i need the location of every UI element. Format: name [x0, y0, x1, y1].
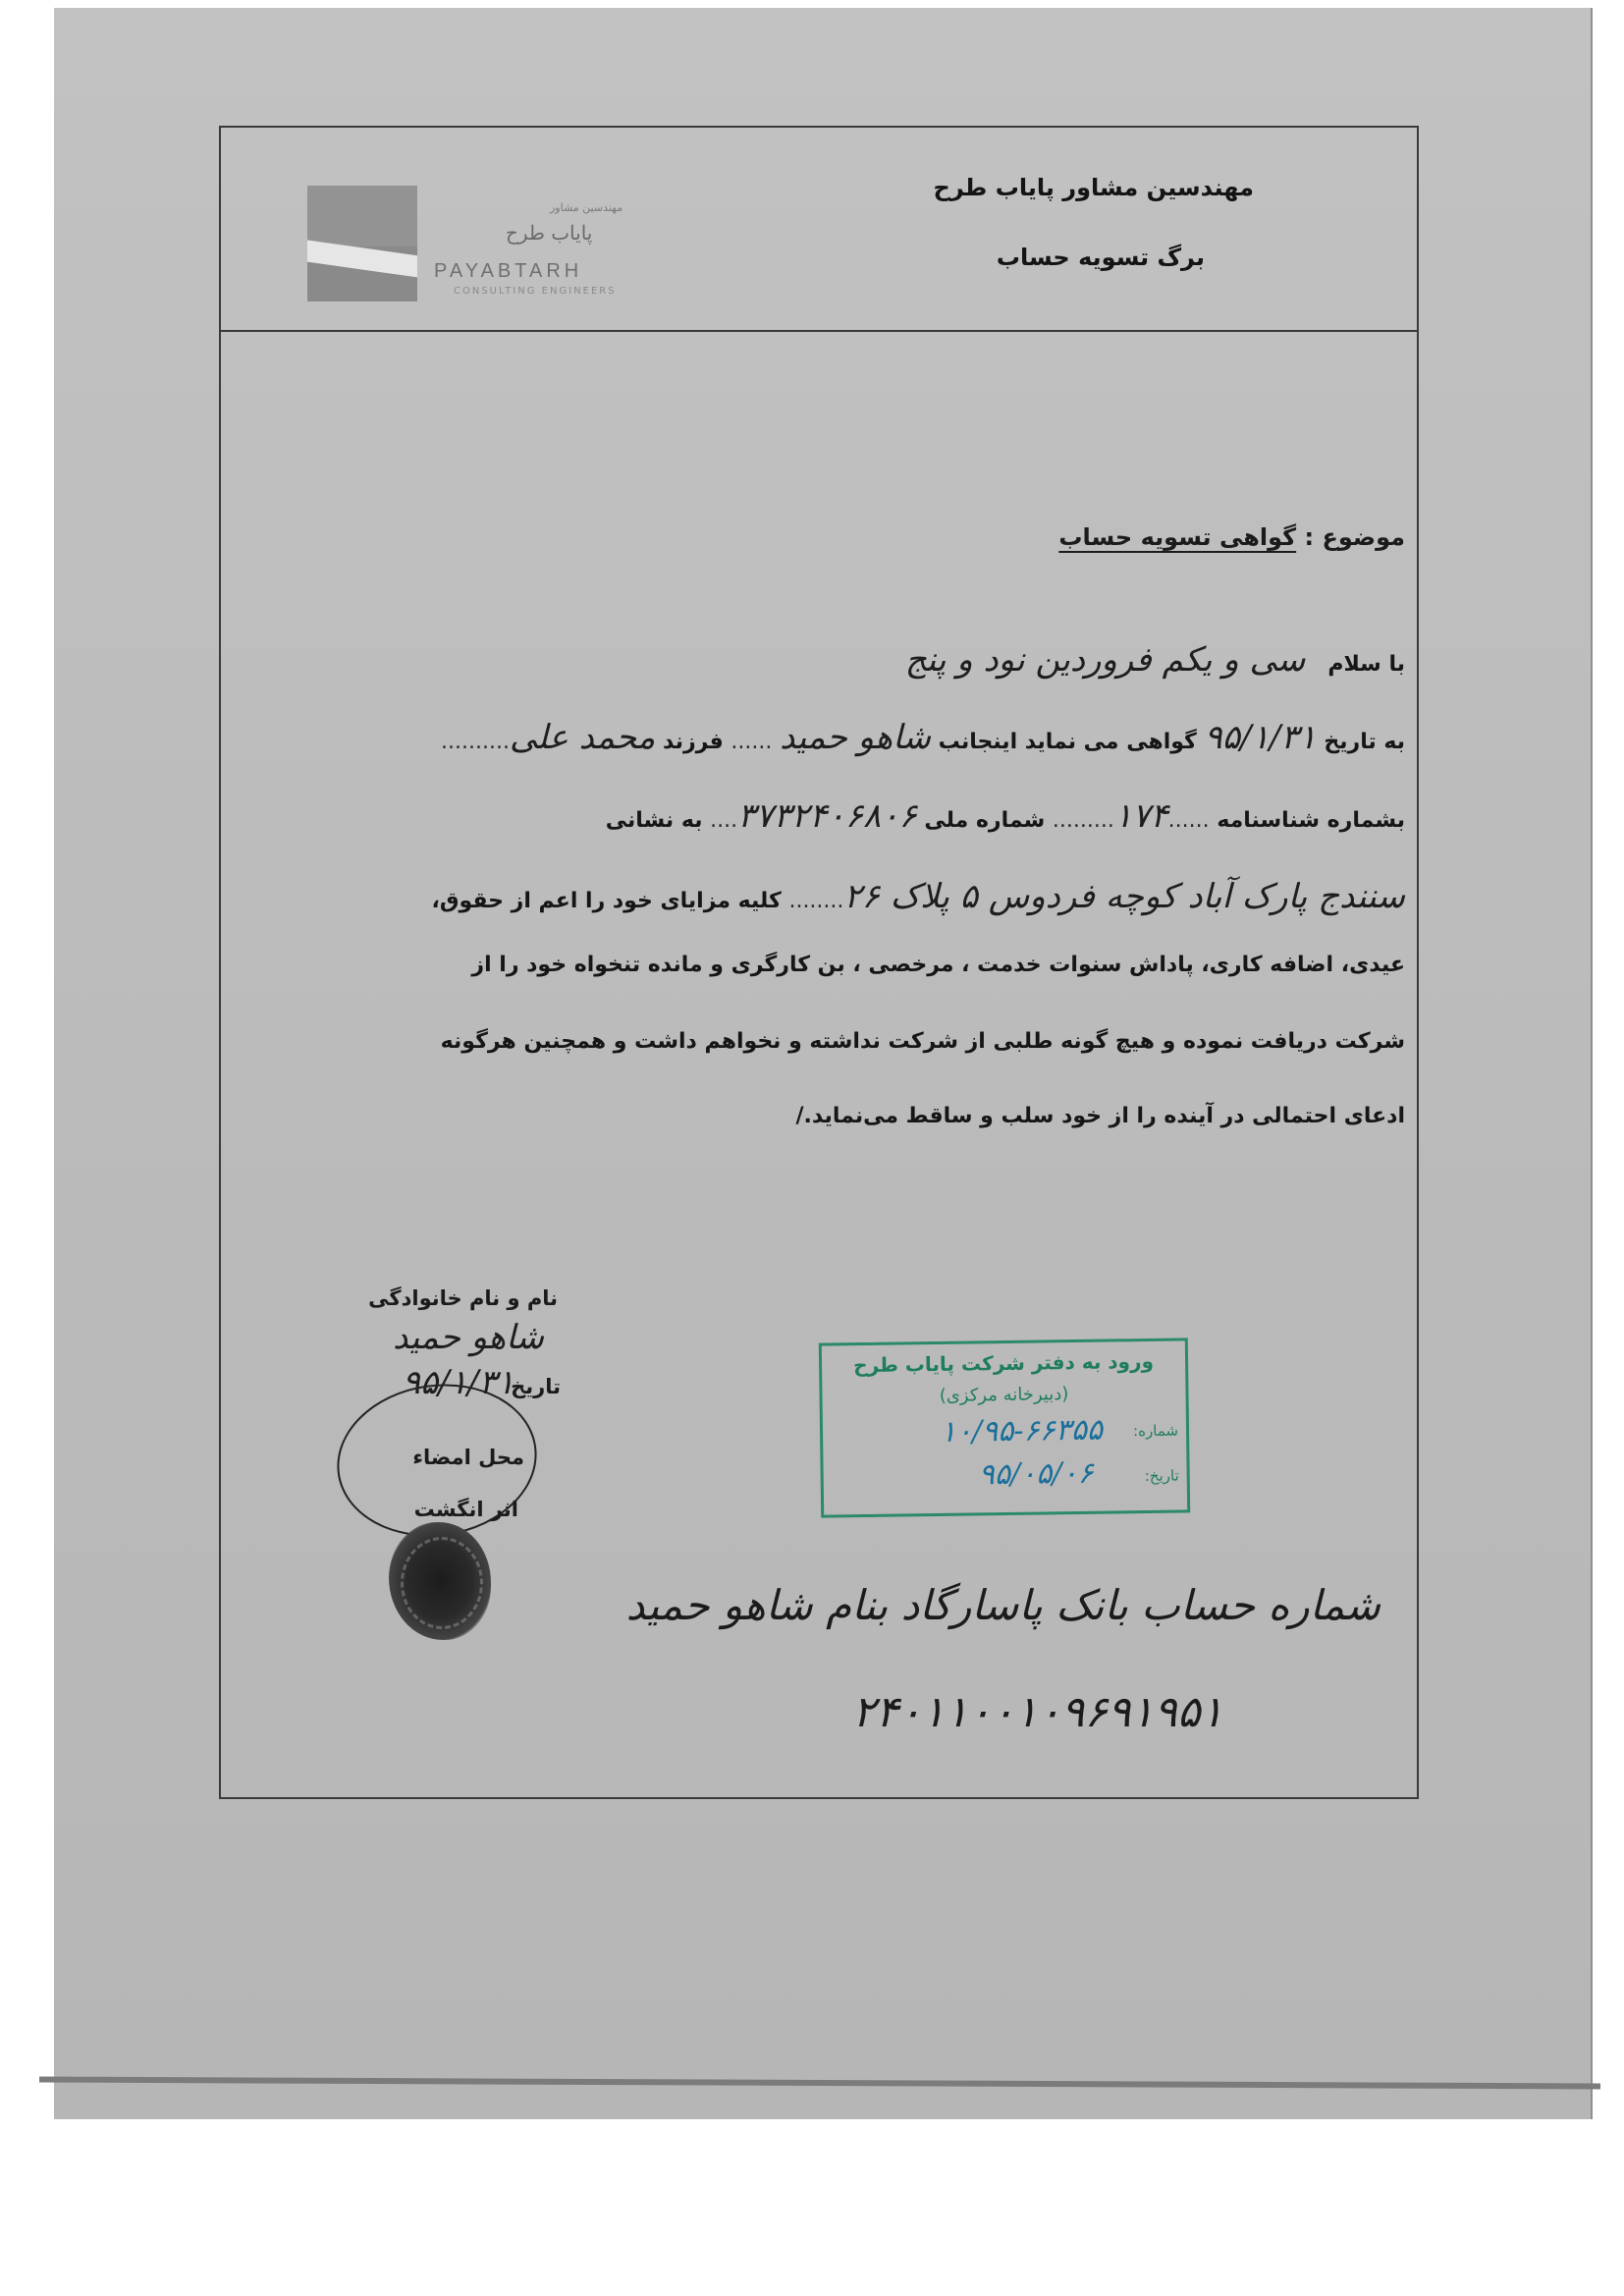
date-label: تاریخ [511, 1375, 561, 1398]
benefits-text: کلیه مزایای خود را اعم از حقوق، [431, 889, 782, 913]
header-divider [219, 330, 1417, 332]
national-id-handwritten: ۳۷۳۲۴۰۶۸۰۶ [737, 796, 917, 836]
subject-label: موضوع : [1304, 523, 1405, 551]
company-logo-icon [307, 186, 417, 301]
date-prefix: به تاریخ [1324, 730, 1405, 754]
subject-value: گواهی تسویه حساب [1058, 523, 1297, 551]
sign-place-label: محل امضاء [412, 1446, 524, 1469]
entry-stamp [819, 1338, 1190, 1517]
person-name-handwritten: شاهو حمید [780, 718, 931, 757]
father-name-handwritten: محمد علی [509, 718, 656, 757]
stamp-date-label: تاریخ: [1144, 1466, 1179, 1486]
logo-name-fa: پایاب طرح [506, 221, 593, 245]
body-line-2: بشماره شناسنامه ......۱۷۴......... شماره ملی ۳۷۳۲۴۰۶۸۰۶.... به نشانی [605, 796, 1405, 836]
greeting-line [905, 640, 1405, 680]
body-line-4: عیدی، اضافه کاری، پاداش سنوات خدمت ، مرخصی ، بن کارگری و مانده تنخواه خود را از [471, 953, 1405, 977]
greeting-handwritten: سی و یکم فروردین نود و پنج [904, 640, 1306, 680]
stamp-subtitle: (دبیرخانه مرکزی) [939, 1384, 1069, 1406]
name-handwritten: شاهو حمید [393, 1318, 544, 1357]
logo-subtitle-en: CONSULTING ENGINEERS [454, 286, 617, 297]
address-handwritten: سنندج پارک آباد کوچه فردوس ۵ پلاک ۲۶ [843, 877, 1405, 916]
body-line-1: به تاریخ ۹۵/۱/۳۱ گواهی می نماید اینجانب شاهو حمید ...... فرزند محمد علی.......... [441, 718, 1405, 757]
date-handwritten: ۹۵/۱/۳۱ [1204, 718, 1317, 757]
id-label: بشماره شناسنامه [1217, 808, 1405, 833]
body-line-5: شرکت دریافت نموده و هیچ گونه طلبی از شرکت نداشته و نخواهم داشت و همچنین هرگونه [440, 1029, 1405, 1054]
stamp-title: ورود به دفتر شرکت پایاب طرح [853, 1348, 1155, 1378]
signature-date-handwritten: ۹۵/۱/۳۱ [402, 1363, 514, 1402]
certifies-text: گواهی می نماید اینجانب [938, 730, 1197, 754]
form-title: برگ تسویه حساب [996, 244, 1205, 271]
fingerprint-place-label: اثر انگشت [413, 1498, 518, 1521]
id-number-handwritten: ۱۷۴ [1113, 796, 1168, 836]
company-name: مهندسین مشاور پایاب طرح [933, 174, 1254, 201]
logo-name-en: PAYABTARH [434, 260, 583, 282]
bank-account-number-handwritten: ۲۴۰۱۱۰۰۱۰۹۶۹۱۹۵۱ [852, 1687, 1224, 1737]
body-line-6: ادعای احتمالی در آینده را از خود سلب و ساقط می‌نماید./ [795, 1104, 1405, 1128]
greeting: با سلام [1327, 652, 1405, 677]
address-label: به نشانی [605, 808, 703, 833]
stamp-number-label: شماره: [1132, 1421, 1179, 1441]
stamp-date: ۹۵/۰۵/۰۶ [978, 1455, 1094, 1493]
national-id-label: شماره ملی [924, 808, 1046, 833]
son-of-label: فرزند [663, 730, 724, 754]
body-line-3: سنندج پارک آباد کوچه فردوس ۵ پلاک ۲۶........ کلیه مزایای خود را اعم از حقوق، [431, 877, 1405, 916]
subject-line [1058, 523, 1405, 551]
bank-account-note-handwritten: شماره حساب بانک پاسارگاد بنام شاهو حمید [625, 1581, 1380, 1629]
name-label: نام و نام خانوادگی [368, 1286, 558, 1310]
logo-subtitle-fa: مهندسین مشاور [550, 201, 623, 214]
stamp-number: ۱۰/۹۵-۶۶۳۵۵ [940, 1412, 1104, 1449]
